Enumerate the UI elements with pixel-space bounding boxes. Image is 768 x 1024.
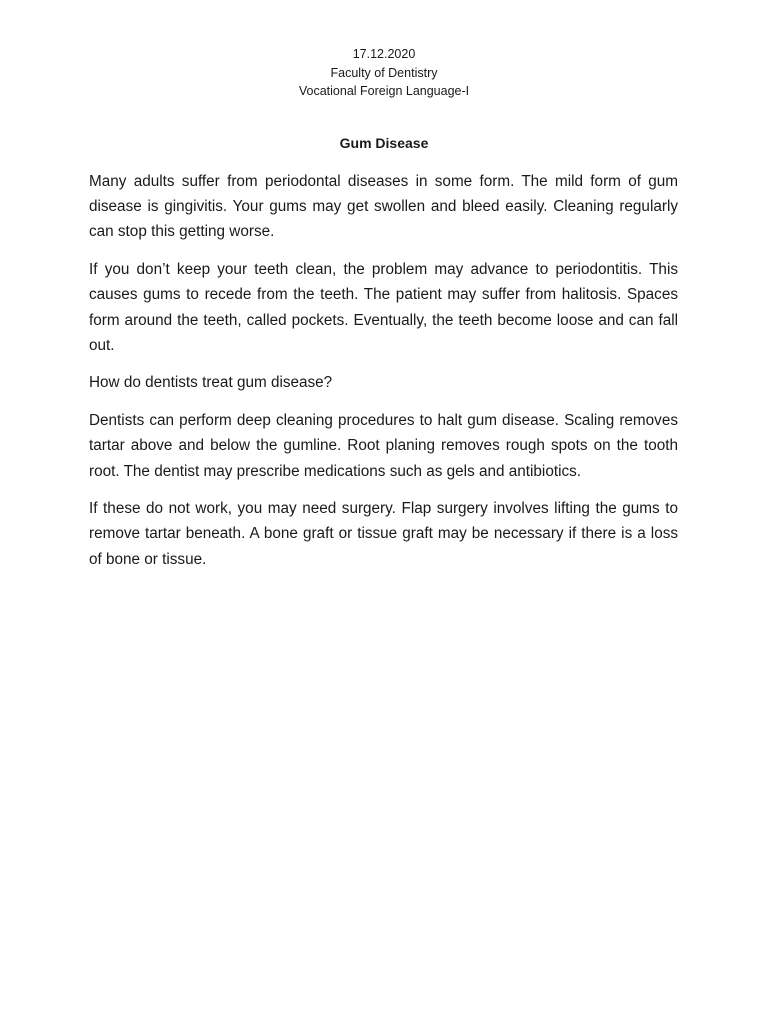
- header-date: 17.12.2020: [352, 47, 416, 61]
- paragraph-surgery: If these do not work, you may need surgery. Flap surgery involves lifting the gums to remove tartar beneath. A bone graft or tissue graft may be necessary if there is a loss of bone or tissue.: [89, 500, 678, 568]
- document-body: [89, 169, 678, 584]
- paragraph-treatment: Dentists can perform deep cleaning procedures to halt gum disease. Scaling removes tartar above and below the gumline. Root planing removes rough spots on the tooth root. The dentist may prescribe medications such as gels and antibiotics.: [89, 412, 678, 480]
- paragraph-gingivitis: Many adults suffer from periodontal diseases in some form. The mild form of gum disease is gingivitis. Your gums may get swollen and bleed easily. Cleaning regularly can stop this getting worse.: [89, 173, 678, 241]
- document-title: Gum Disease: [339, 135, 429, 151]
- document-header: [0, 45, 768, 101]
- paragraph-question: How do dentists treat gum disease?: [89, 374, 333, 392]
- header-faculty: Faculty of Dentistry: [330, 65, 438, 80]
- paragraph-periodontitis: If you don’t keep your teeth clean, the problem may advance to periodontitis. This causes gums to recede from the teeth. The patient may suffer from halitosis. Spaces form around the teeth, called pockets. Eventually, the teeth become loose and can fall out.: [89, 261, 678, 354]
- header-course: Vocational Foreign Language-I: [298, 84, 470, 98]
